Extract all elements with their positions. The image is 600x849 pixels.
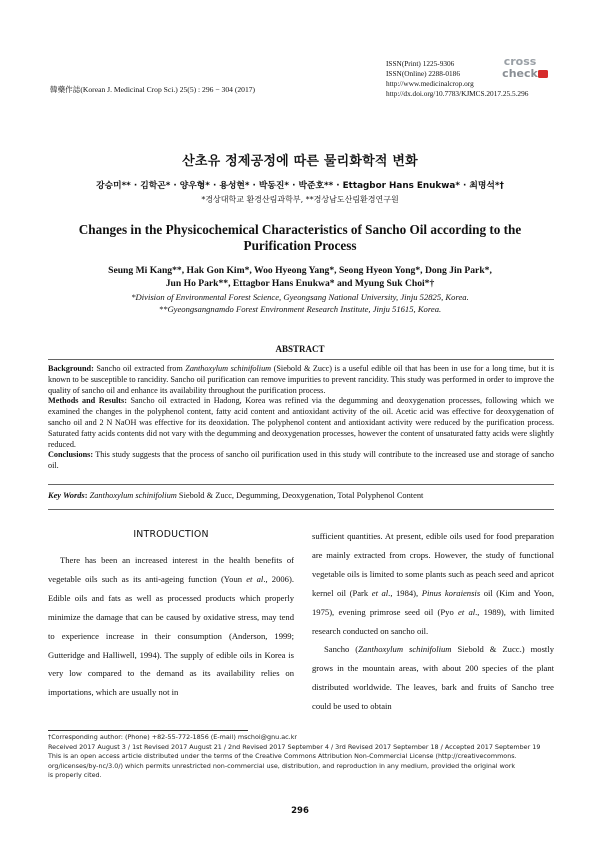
key-words-label: Key Words — [48, 491, 85, 500]
keywords-bottom-rule — [48, 509, 554, 510]
received-dates: Received 2017 August 3 / 1st Revised 2017 August 21 / 2nd Revised 2017 September 4 / 3rd Revised 2017 September 18 / Accepted 2017 September 19 — [48, 742, 541, 751]
corresponding-author: †Corresponding author: (Phone) +82-55-772-1856 (E-mail) mschoi@gnu.ac.kr — [48, 733, 298, 741]
intro-paragraph-1: There has been an increased interest in the health benefits of vegetable oils such as its anti-ageing function (Youn et al., 2006). Edible oils and fats as well as processed products which properly minimize the damage that can be caused by oxidative stress, may tend to experience increase in their consumption (Anderson, 1999; Gutteridge and Halliwell, 1994). The supply of edible oils in Korea is very low compared to the demand as its availability relies on importations, which are usually not in — [48, 555, 294, 698]
introduction-right-column — [312, 527, 554, 716]
methods-label: Methods and Results: — [48, 396, 127, 406]
korean-affiliation: *경상대학교 환경산림과학부, **경상남도산림환경연구원 — [201, 195, 399, 204]
intro-paragraph-1-continued: sufficient quantities. At present, edible oils used for food preparation are mainly extracted from crops. However, the study of functional vegetable oils is limited to some plants such as peach seed and apricot kernel oil (Park et al., 1984), Pinus koraiensis oil (Kim and Yoon, 1975), evening primrose seed oil (Pyo et al., 1989), with limited research conducted on sancho oil. — [312, 531, 554, 636]
abstract-methods: Methods and Results: Sancho oil extracted in Hadong, Korea was refined via the degumming and deoxygenation processes, following which we examined the changes in the polyphenol content, fatty acid content and antioxidant activity of the oil. Acetic acid was effective for deoxygenation of sancho oil and 2 N NaOH was effective for its deoxidation. The polyphenol content and antioxidant activity were reduced by the purification process. Saturated fatty acids contents did not vary with the degumming and deoxygenation processes, however the content of unsaturated fatty acids were slightly reduced. — [48, 396, 554, 449]
background-label: Background: — [48, 364, 94, 373]
species-name: Zanthoxylum schinifolium — [185, 364, 272, 373]
journal-website: http://www.medicinalcrop.org — [386, 79, 474, 88]
introduction-heading: INTRODUCTION — [133, 529, 209, 540]
journal-citation: 韓藥作誌(Korean J. Medicinal Crop Sci.) 25(5) : 296 − 304 (2017) — [50, 85, 256, 94]
license-line-1: This is an open access article distributed under the terms of the Creative Commons Attribution Non-Commercial License (http://creativecommons. — [48, 752, 517, 760]
english-affiliation-2: **Gyeongsangnamdo Forest Environment Research Institute, Jinju 51615, Korea. — [158, 303, 442, 314]
intro-paragraph-2: Sancho (Zanthoxylum schinifolium Siebold & Zucc.) mostly grows in the mountain areas, with about 200 species of the plant distributed worldwide. The leaves, bark and fruits of Sancho tree could be used to obtain — [312, 644, 555, 712]
english-affiliation-1: *Division of Environmental Forest Science, Gyeongsang National University, Jinju 52825, Korea. — [131, 292, 469, 302]
issn-print: ISSN(Print) 1225-9306 — [386, 59, 455, 68]
korean-authors: 강승미** · 김학곤* · 양우형* · 용성현* · 박동진* · 박준호** · Ettagbor Hans Enukwa* · 최명석*† — [96, 181, 504, 191]
abstract-body — [48, 364, 554, 472]
english-authors-line2: Jun Ho Park**, Ettagbor Hans Enukwa* and Myung Suk Choi*† — [165, 278, 435, 289]
abstract-background: Background: Sancho oil extracted from Zanthoxylum schinifolium (Siebold & Zucc) is a useful edible oil that has been in use for a long time, but it is known to be susceptible to rancidity. Sancho oil purification can remove impurities to prevent rancidity. This study was performed in order to improve the quality of sancho oil and enhance its availability throughout the purification process. — [48, 364, 554, 395]
english-authors — [60, 264, 540, 290]
english-affiliations — [40, 292, 560, 315]
abstract-conclusions: Conclusions: This study suggests that the process of sancho oil purification used in this study will contribute to the increased use and storage of sancho oil. — [48, 450, 554, 471]
crossmark-text-top: cross — [503, 55, 537, 68]
footnote-rule — [48, 730, 248, 731]
crossmark-text-bottom: check — [502, 67, 538, 80]
conclusions-label: Conclusions: — [48, 450, 94, 460]
license-line-3: is properly cited. — [48, 771, 102, 779]
crossmark-logo[interactable] — [490, 54, 550, 80]
english-authors-line1: Seung Mi Kang**, Hak Gon Kim*, Woo Hyeong Yang*, Seong Hyeon Yong*, Dong Jin Park*, — [108, 265, 492, 276]
page-number: 296 — [291, 806, 309, 816]
key-words: Key Words: Zanthoxylum schinifolium Siebold & Zucc, Degumming, Deoxygenation, Total Polyphenol Content — [48, 491, 424, 500]
key-words-species: Zanthoxylum schinifolium — [89, 491, 177, 500]
footnote — [48, 733, 558, 781]
abstract-bottom-rule — [48, 484, 554, 485]
abstract-top-rule — [48, 359, 554, 360]
license-line-2: org/licenses/by-nc/3.0/) which permits unrestricted non-commercial use, distribution, and reproduction in any medium, provided the original work — [48, 761, 516, 770]
abstract-heading: ABSTRACT — [275, 344, 325, 354]
english-title: Changes in the Physicochemical Characteristics of Sancho Oil according to the Purification Process — [78, 222, 522, 253]
issn-online: ISSN(Online) 2288-0186 — [386, 69, 460, 78]
introduction-left-column — [48, 551, 294, 702]
article-doi: http://dx.doi.org/10.7783/KJMCS.2017.25.5.296 — [386, 89, 529, 98]
korean-title: 산초유 정제공정에 따른 물리화학적 변화 — [182, 154, 418, 169]
